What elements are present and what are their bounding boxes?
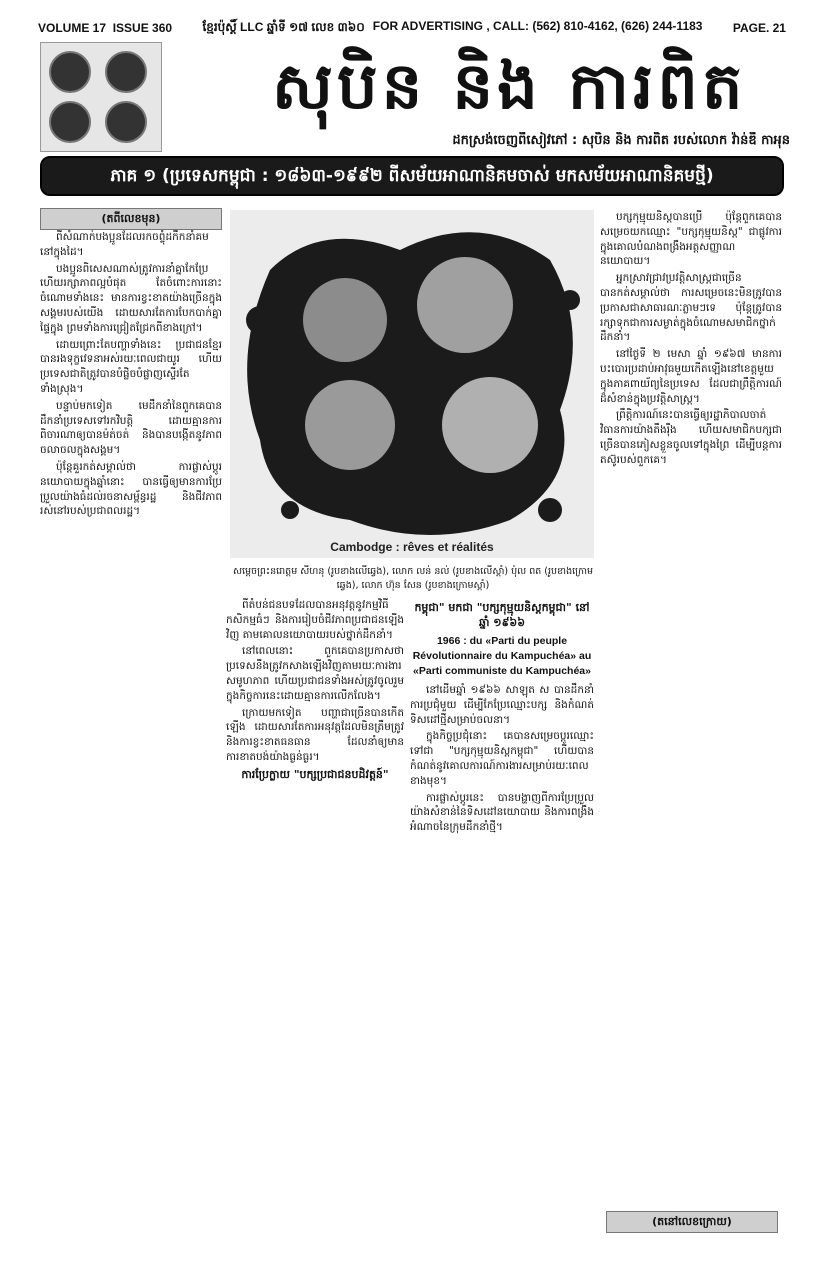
paragraph: ការផ្លាស់ប្ដូរនេះ បានបង្ហាញពីការប្រែប្រួលយ៉ាងសំខាន់នៃទិសដៅនយោបាយ និងការពង្រឹងអំណាចនៃក្រុមដឹកនាំថ្មី។	[410, 791, 594, 834]
portrait-face	[49, 51, 91, 93]
section-heading: ការប្រែក្លាយ "បក្សប្រជាជនបដិវត្តន៍"	[241, 767, 389, 781]
column-right	[600, 210, 782, 1210]
hero-overlay-text: Cambodge : rêves et réalités	[330, 540, 494, 554]
header-advertising: FOR ADVERTISING , CALL: (562) 810-4162, (626) 244-1183	[372, 19, 703, 33]
portrait-upper-right	[417, 257, 513, 353]
header-volume-issue	[38, 21, 172, 35]
header-masthead: ខ្មែរប៉ុស្ដិ៍ LLC ឆ្នាំទី ១៧ លេខ ៣៦០	[202, 20, 365, 34]
paragraph: ប៉ុន្តែគួរកត់សម្គាល់ថា ការផ្លាស់ប្ដូរនយោបាយក្នុងឆ្នាំនោះ បានធ្វើឲ្យមានការប្រែប្រួលយ៉ាងធំដល់រចនាសម្ព័ន្ធរដ្ឋ និងជីវភាពរស់នៅរបស់ប្រជាពលរដ្ឋ។	[40, 460, 222, 518]
part-title-bar: ភាគ ១ (ប្រទេសកម្ពុជា : ១៨៦៣-១៩៩២ ពីសម័យអាណានិគមចាស់ មកសម័យអាណានិគមថ្មី)	[40, 156, 784, 196]
portrait-face	[105, 51, 147, 93]
paragraph: បងប្អូនពិសេសណាស់ត្រូវការនាំគ្នាកែប្រែ ហើយរក្សាភាពល្អបំផុត តែចំពោះការនោះ ចំណោមទាំងនេះ មានការខ្វះខាតយ៉ាងច្រើនក្នុងសង្គមរបស់យើង ដោយសារតែការបែកបាក់គ្នាផ្ទៃក្នុង ព្រមទាំងការជ្រៀតជ្រែកពីខាងក្រៅ។	[40, 262, 222, 334]
paragraph: អ្នកស្រាវជ្រាវប្រវត្តិសាស្ត្រជាច្រើនបានកត់សម្គាល់ថា ការសម្រេចនេះមិនត្រូវបានប្រកាសជាសាធារណៈភ្លាមៗទេ ប៉ុន្តែត្រូវបានរក្សាទុកជាការសម្ងាត់ក្នុងចំណោមសមាជិកថ្នាក់ដឹកនាំ។	[600, 272, 782, 344]
portraits-collage	[40, 42, 162, 152]
paragraph: ក្នុងកិច្ចប្រជុំនោះ គេបានសម្រេចប្ដូរឈ្មោះទៅជា "បក្សកុម្មុយនិស្ដកម្ពុជា" ហើយបានកំណត់នូវគោលការណ៍ការងារសម្រាប់រយៈពេលខាងមុខ។	[410, 730, 594, 787]
header-bar	[38, 18, 786, 38]
paragraph: បក្សកុម្មុយនិស្ដបានប្រើ ប៉ុន្តែពួកគេបានសម្រេចយកឈ្មោះ "បក្សកុម្មុយនិស្ដ" ជាផ្លូវការ ក្នុងគោលបំណងពង្រឹងអត្តសញ្ញាណនយោបាយ។	[600, 211, 782, 268]
paragraph: នៅថ្ងៃទី ២ មេសា ឆ្នាំ ១៩៦៧ មានការបះបោរប្រដាប់អាវុធមួយកើតឡើងនៅខេត្តមួយ ក្នុងភាគពាយ័ព្យនៃប្រទេស ដែលជាព្រឹត្តិការណ៍ដ៏សំខាន់ក្នុងប្រវត្តិសាស្ត្រ។	[600, 348, 782, 405]
paragraph: ដោយព្រោះតែបញ្ហាទាំងនេះ ប្រជាជនខ្មែរបានរងទុក្ខវេទនាអស់រយៈពេលជាយូរ ហើយប្រទេសជាតិត្រូវបានបំផ្លិចបំផ្លាញស្ទើរតែទាំងស្រុង។	[40, 338, 222, 395]
continued-from-label: (តពីលេខមុន)	[40, 208, 222, 230]
column-middle-left	[226, 598, 404, 1208]
paragraph: នៅពេលនោះ ពួកគេបានប្រកាសថា ប្រទេសនឹងត្រូវកសាងឡើងវិញតាមរយៈការងារសមូហភាព ហើយប្រជាជនទាំងអស់ត្រូវចូលរួមក្នុងកិច្ចការនេះដោយគ្មានការលើកលែង។	[226, 645, 404, 702]
column-left	[40, 230, 222, 1220]
article-title: សុបិន និង ការពិត	[272, 49, 747, 124]
paragraph: ព្រឹត្តិការណ៍នេះបានធ្វើឲ្យរដ្ឋាភិបាលចាត់វិធានការយ៉ាងតឹងរ៉ឹង ហើយសមាជិកបក្សជាច្រើនបានភៀសខ្លួនចូលទៅក្នុងព្រៃ ដើម្បីបន្តការតស៊ូរបស់ពួកគេ។	[600, 409, 782, 466]
portrait-upper-left	[303, 278, 387, 362]
column-middle-right	[410, 598, 594, 1208]
portrait-lower-right	[442, 377, 538, 473]
portrait-lower-left	[305, 380, 395, 470]
paragraph: បន្ទាប់មកទៀត មេដឹកនាំនៃពួកគេបានដឹកនាំប្រទេសទៅរកវិបត្តិ ដោយគ្មានការពិចារណាឲ្យបានម៉ត់ចត់ និងបានបង្កើតនូវភាពចលាចលក្នុងសង្គម។	[40, 399, 222, 457]
header-middle	[202, 19, 702, 37]
paragraph: ពីសំណាក់បងប្អូនដែលរកចព្ទុំដកឹកនាំ​គមនៅក្នុងដៃ។	[40, 231, 209, 258]
portrait-face	[105, 101, 147, 143]
paragraph: នៅដើមឆ្នាំ ១៩៦៦ សាឡុត ស បានដឹកនាំការប្រជុំមួយ ដើម្បីកែប្រែឈ្មោះបក្ស និងកំណត់ទិសដៅថ្មីសម្រាប់ចលនា។	[410, 684, 594, 726]
hero-image	[230, 210, 594, 558]
header-page: PAGE. 21	[732, 21, 786, 35]
ink-splatter-illustration	[230, 210, 594, 558]
header-volume: VOLUME 17	[38, 21, 107, 35]
header-issue: ISSUE 360	[112, 21, 173, 35]
section-heading-french: 1966 : du «Parti du peuple Révolutionnaire du Kampuchéa» au «Parti communiste du Kampuchéa»	[412, 635, 592, 677]
paragraph: ក្រោយមកទៀត បញ្ហាជាច្រើនបានកើតឡើង ដោយសារតែការអនុវត្តដែលមិនត្រឹមត្រូវ និងការខ្វះខាតធនធាន ដែលនាំឲ្យមានការខាតបង់យ៉ាងធ្ងន់ធ្ងរ។	[226, 706, 404, 763]
image-caption: សម្ដេចព្រះនរោត្តម សីហនុ (រូបខាងលើឆ្វេង), លោក លន់ នល់ (រូបខាងលើស្ដាំ) ប៉ុល ពត (រូបខាងក្រោមឆ្វេង), លោក ហ៊ុន សែន (រូបខាងក្រោមស្ដាំ)	[232, 566, 594, 591]
section-heading-khmer: កម្ពុជា" មកជា "បក្សកុម្មុយនិស្ដកម្ពុជា" នៅឆ្នាំ ១៩៦៦	[414, 601, 590, 629]
continued-next-label: (តនៅលេខក្រោយ)	[606, 1211, 778, 1233]
article-subtitle: ដកស្រង់ចេញពីសៀវភៅ : សុបិន និង ការពិត របស់លោក វ៉ាន់ឌី កាអុន	[452, 133, 790, 148]
paragraph: ពីតំបន់ជនបទដែលបានអនុវត្តនូវកម្មវិធីកសិកម្មធំៗ និងការរៀបចំជីវភាពប្រជាជនឡើងវិញ តាមគោលនយោបាយរបស់ថ្នាក់ដឹកនាំ។	[226, 599, 404, 641]
portrait-face	[49, 101, 91, 143]
